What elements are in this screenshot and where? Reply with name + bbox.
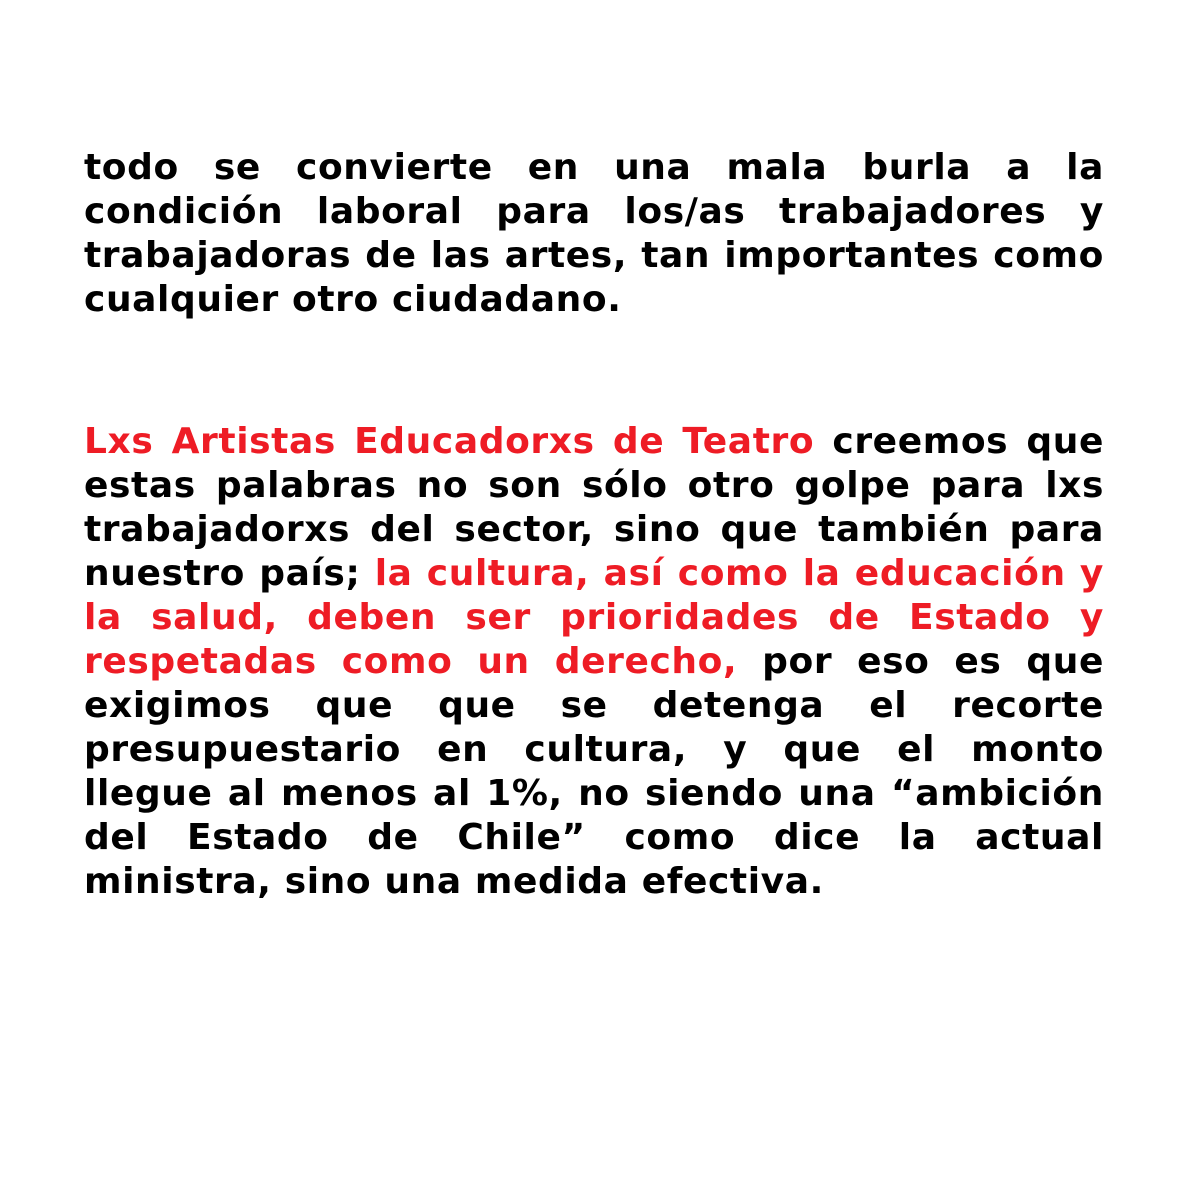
paragraph-2-highlight: la cultura, así como la educación y la salud, deben ser prioridades de Estado y respetadas como un derecho, (84, 553, 1104, 682)
paragraph-1-text: todo se convierte en una mala burla a la condición laboral para los/as trabajadores y trabajadoras de las artes, tan importantes como cualquier otro ciudadano. (84, 147, 1104, 320)
organization-name: Lxs Artistas Educadorxs de Teatro (84, 421, 815, 462)
paragraph-1 (84, 146, 1104, 322)
paragraph-2 (84, 420, 1104, 904)
paragraph-2-text-part-1: creemos que estas palabras no son sólo otro golpe para lxs trabajadorxs del sector, sino que también para nuestro país; (84, 421, 1104, 594)
paragraph-2-text-part-2: por eso es que exigimos que que se detenga el recorte presupuestario en cultura, y que el monto llegue al menos al 1%, no siendo una “ambición del Estado de Chile” como dice la actual ministra, sino una medida efectiva. (84, 641, 1104, 902)
